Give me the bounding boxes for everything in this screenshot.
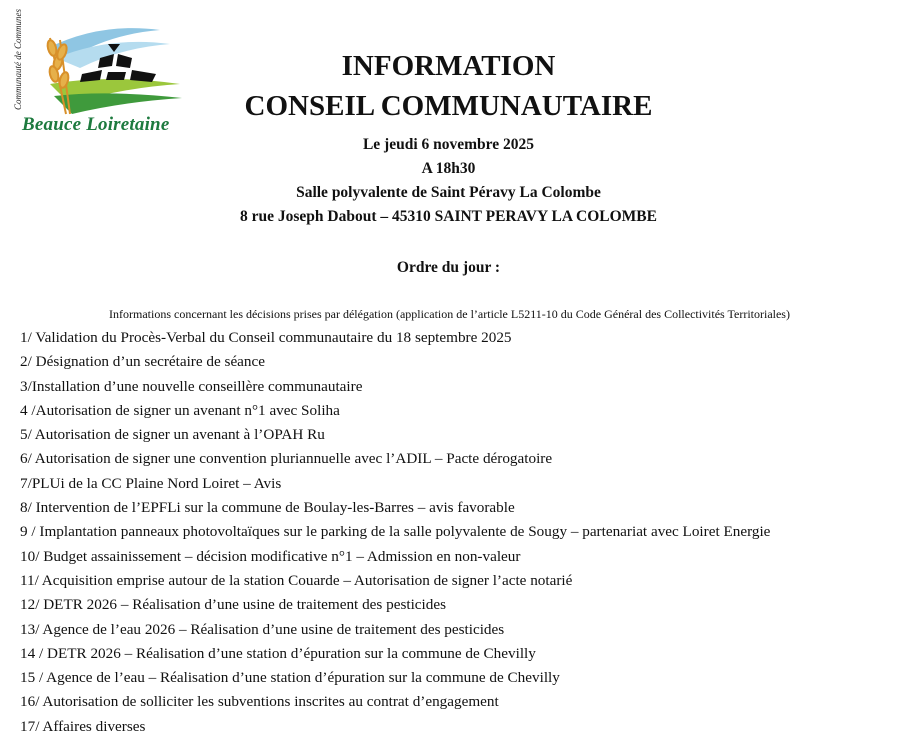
meeting-time: A 18h30 — [421, 160, 476, 177]
agenda-heading: Ordre du jour : — [396, 259, 501, 276]
agenda-item: 7/PLUi de la CC Plaine Nord Loiret – Avis — [20, 474, 282, 492]
title-line-1: INFORMATION — [341, 50, 556, 82]
logo-vertical-text: Communauté de Communes — [13, 9, 23, 110]
meeting-address: 8 rue Joseph Dabout – 45310 SAINT PERAVY LA COLOMBE — [240, 208, 657, 225]
agenda-item: 4 /Autorisation de signer un avenant n°1 avec Soliha — [20, 401, 340, 419]
agenda-item: 17/ Affaires diverses — [20, 717, 146, 735]
agenda-item: 1/ Validation du Procès-Verbal du Conseil communautaire du 18 septembre 2025 — [20, 329, 512, 346]
agenda-item: 11/ Acquisition emprise autour de la station Couarde – Autorisation de signer l’acte notarié — [20, 571, 573, 589]
agenda-intro: Informations concernant les décisions prises par délégation (application de l’article L5211-10 du Code Général des Collectivités Territoriales) — [109, 307, 790, 321]
agenda-item: 8/ Intervention de l’EPFLi sur la commune de Boulay-les-Barres – avis favorable — [20, 499, 515, 517]
agenda-item: 15 / Agence de l’eau – Réalisation d’une station d’épuration sur la commune de Chevilly — [20, 669, 560, 687]
agenda-list — [20, 326, 770, 739]
agenda-item: 3/Installation d’une nouvelle conseillère communautaire — [20, 377, 363, 395]
agenda-item: 2/ Désignation d’un secrétaire de séance — [20, 353, 266, 371]
agenda-item: 16/ Autorisation de solliciter les subventions inscrites au contrat d’engagement — [20, 693, 499, 711]
agenda-item: 9 / Implantation panneaux photovoltaïques sur le parking de la salle polyvalente de Sougy – partenariat avec Loiret Energie — [20, 523, 771, 541]
meeting-date: Le jeudi 6 novembre 2025 — [362, 136, 535, 153]
title-line-2: CONSEIL COMMUNAUTAIRE — [244, 90, 653, 122]
agenda-item: 13/ Agence de l’eau 2026 – Réalisation d’une usine de traitement des pesticides — [20, 620, 505, 638]
agenda-item: 6/ Autorisation de signer une convention pluriannuelle avec l’ADIL – Pacte dérogatoire — [20, 450, 553, 468]
logo-name: Beauce Loiretaine — [22, 114, 170, 135]
agenda-item: 12/ DETR 2026 – Réalisation d’une usine de traitement des pesticides — [20, 596, 446, 614]
agenda-item: 5/ Autorisation de signer un avenant à l’OPAH Ru — [20, 426, 325, 444]
meeting-venue: Salle polyvalente de Saint Péravy La Colombe — [296, 184, 601, 201]
agenda-item: 14 / DETR 2026 – Réalisation d’une station d’épuration sur la commune de Chevilly — [20, 644, 536, 662]
agenda-item: 10/ Budget assainissement – décision modificative n°1 – Admission en non-valeur — [20, 547, 521, 565]
